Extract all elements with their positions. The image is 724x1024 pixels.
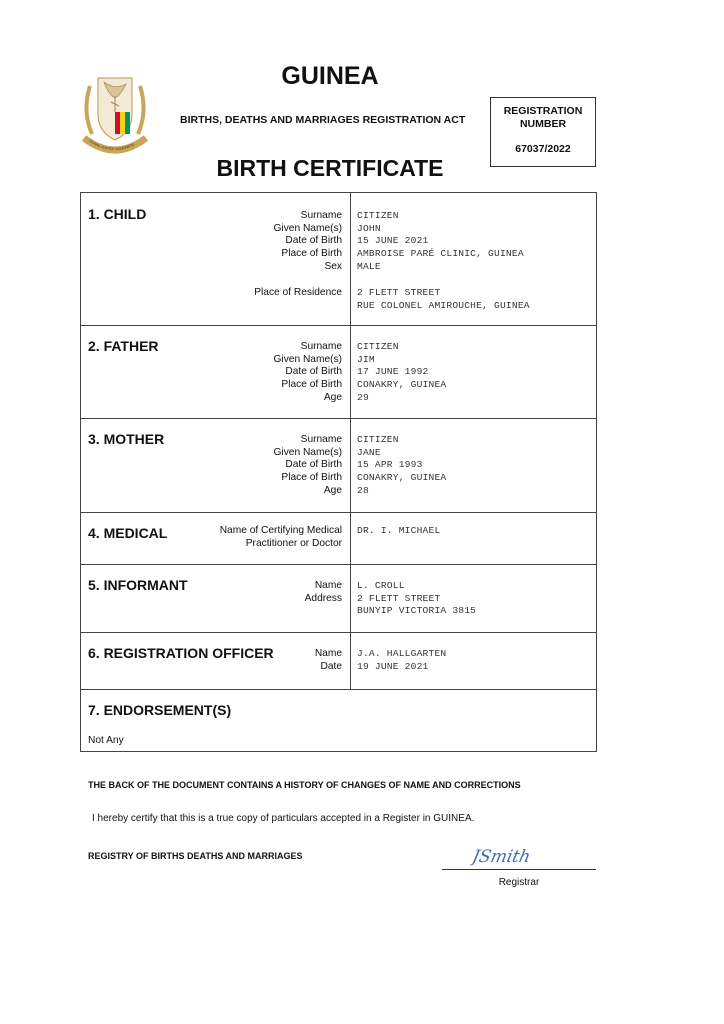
flag-green-band bbox=[125, 112, 130, 134]
certificate-table bbox=[80, 192, 597, 752]
section-informant bbox=[81, 564, 596, 633]
signature-text: JSmith bbox=[470, 847, 533, 867]
section-heading: 3. MOTHER bbox=[88, 431, 165, 447]
field-label: Date of Birth bbox=[285, 235, 342, 247]
field-value: CONAKRY, GUINEA bbox=[357, 472, 447, 484]
residence-label bbox=[254, 287, 342, 300]
field-label: Surname bbox=[300, 210, 342, 221]
registrar-signature bbox=[470, 840, 560, 870]
field-label: Name bbox=[314, 580, 342, 591]
back-of-document-note: THE BACK OF THE DOCUMENT CONTAINS A HISTORY OF CHANGES OF NAME AND CORRECTIONS bbox=[88, 780, 521, 790]
field-label: Sex bbox=[324, 260, 342, 272]
signature-line bbox=[442, 869, 596, 870]
field-value: JOHN bbox=[357, 222, 381, 234]
field-label: Address bbox=[304, 592, 342, 604]
registrar-label: Registrar bbox=[498, 877, 540, 888]
column-divider bbox=[350, 418, 351, 512]
flag-yellow-band bbox=[120, 112, 125, 134]
field-value: CITIZEN bbox=[357, 434, 399, 445]
field-value: 2 FLETT STREET bbox=[357, 287, 441, 298]
section-heading: 6. REGISTRATION OFFICER bbox=[88, 645, 274, 661]
field-label: Date of Birth bbox=[285, 366, 342, 378]
flag-red-band bbox=[115, 112, 120, 134]
field-label: Surname bbox=[300, 341, 342, 352]
column-divider bbox=[350, 564, 351, 632]
section-child bbox=[81, 193, 596, 326]
residence-values bbox=[357, 287, 530, 312]
field-value: CITIZEN bbox=[357, 341, 399, 352]
section-mother bbox=[81, 418, 596, 513]
registry-name: REGISTRY OF BIRTHS DEATHS AND MARRIAGES bbox=[88, 851, 303, 861]
field-value: 2 FLETT STREET bbox=[357, 592, 441, 604]
field-label: Given Name(s) bbox=[273, 222, 342, 234]
section-heading: 7. ENDORSEMENT(S) bbox=[88, 702, 232, 718]
field-value: 28 bbox=[357, 484, 369, 496]
father-values bbox=[357, 341, 446, 405]
act-title: BIRTHS, DEATHS AND MARRIAGES REGISTRATION ACT bbox=[180, 114, 466, 126]
medical-values bbox=[357, 525, 440, 538]
officer-values bbox=[357, 648, 446, 673]
field-value: 17 JUNE 1992 bbox=[357, 366, 429, 378]
field-value: BUNYIP VICTORIA 3815 bbox=[357, 605, 477, 617]
wreath-left bbox=[86, 86, 92, 134]
field-value: AMBROISE PARÉ CLINIC, GUINEA bbox=[357, 248, 524, 260]
informant-labels bbox=[305, 580, 342, 605]
field-label: Age bbox=[323, 391, 342, 403]
field-label: Date of Birth bbox=[285, 459, 342, 471]
section-heading: 4. MEDICAL bbox=[88, 525, 168, 541]
medical-labels bbox=[220, 525, 342, 550]
section-registration-officer bbox=[81, 632, 596, 690]
field-value: JANE bbox=[357, 446, 381, 458]
field-value: 15 JUNE 2021 bbox=[357, 235, 429, 247]
column-divider bbox=[350, 512, 351, 564]
field-label: Given Name(s) bbox=[273, 353, 342, 365]
field-label: Practitioner or Doctor bbox=[245, 537, 342, 549]
column-divider bbox=[350, 193, 351, 325]
officer-labels bbox=[315, 648, 342, 673]
informant-values bbox=[357, 580, 476, 618]
section-heading: 2. FATHER bbox=[88, 338, 159, 354]
child-labels bbox=[274, 210, 343, 274]
field-value: DR. I. MICHAEL bbox=[357, 525, 441, 536]
field-value: 29 bbox=[357, 391, 369, 403]
field-label: Date bbox=[320, 660, 342, 672]
child-values bbox=[357, 210, 524, 274]
registration-number: 67037/2022 bbox=[515, 143, 571, 155]
field-label: Place of Birth bbox=[281, 472, 342, 484]
mother-values bbox=[357, 434, 446, 498]
field-label: Surname bbox=[300, 434, 342, 445]
section-father bbox=[81, 325, 596, 419]
field-label: Name of Certifying Medical bbox=[219, 525, 342, 536]
column-divider bbox=[350, 325, 351, 418]
field-value: CONAKRY, GUINEA bbox=[357, 379, 447, 391]
endorsement-value: Not Any bbox=[88, 735, 124, 746]
field-label: Given Name(s) bbox=[273, 446, 342, 458]
document-title: BIRTH CERTIFICATE bbox=[216, 155, 444, 181]
father-labels bbox=[274, 341, 343, 405]
field-label: Name bbox=[314, 648, 342, 659]
section-heading: 5. INFORMANT bbox=[88, 577, 188, 593]
section-medical bbox=[81, 512, 596, 565]
field-value: L. CROLL bbox=[357, 580, 405, 591]
field-value: RUE COLONEL AMIROUCHE, GUINEA bbox=[357, 299, 530, 311]
section-heading: 1. CHILD bbox=[88, 206, 147, 222]
column-divider bbox=[350, 632, 351, 689]
mother-labels bbox=[274, 434, 343, 498]
wreath-right bbox=[138, 86, 144, 134]
field-value: CITIZEN bbox=[357, 210, 399, 221]
country-title: GUINEA bbox=[281, 62, 379, 90]
field-value: 19 JUNE 2021 bbox=[357, 660, 429, 672]
field-value: 15 APR 1993 bbox=[357, 459, 423, 471]
field-label: Place of Birth bbox=[281, 379, 342, 391]
field-label: Place of Birth bbox=[281, 248, 342, 260]
section-endorsement bbox=[81, 689, 596, 751]
field-label: Place of Residence bbox=[254, 287, 342, 298]
registration-label: REGISTRATION NUMBER bbox=[503, 105, 583, 130]
field-label: Age bbox=[323, 484, 342, 496]
certification-statement: I hereby certify that this is a true copy of particulars accepted in a Register in GUINEA. bbox=[92, 813, 475, 824]
field-value: JIM bbox=[357, 353, 375, 365]
field-value: J.A. HALLGARTEN bbox=[357, 648, 447, 659]
motto-text: TRAVAIL JUSTICE SOLIDARITÉ bbox=[87, 138, 135, 152]
field-value: MALE bbox=[357, 260, 381, 272]
